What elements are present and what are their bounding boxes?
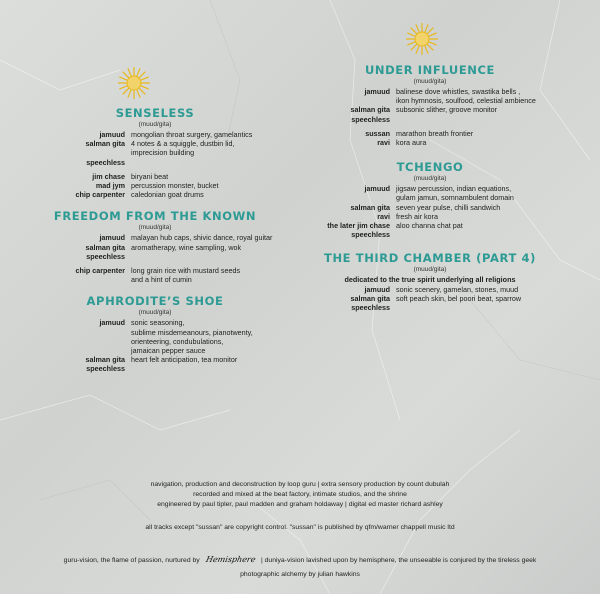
credit-row: [35, 275, 275, 284]
musician-name: [300, 193, 396, 202]
instrument-description: [131, 158, 275, 167]
instrument-description: orienteering, condubulations,: [131, 336, 224, 346]
musician-name: jamuud: [99, 318, 125, 328]
credit-row: [35, 318, 275, 327]
credit-row: [35, 190, 275, 199]
instrument-description: [396, 115, 560, 124]
musician-name: [300, 96, 396, 105]
musician-name: salman gita: [85, 139, 125, 149]
credit-row: [35, 233, 275, 242]
musician-name: the later jim chase: [327, 221, 390, 231]
musician-name: [35, 337, 131, 346]
credit-text: | duniya-vision lavished upon by hemisphere, the unseeable is conjured by the tireless geek: [261, 557, 537, 564]
musician-name: speechless: [351, 303, 390, 313]
credit-row: [35, 148, 275, 157]
musician-name: speechless: [351, 230, 390, 240]
instrument-description: [396, 303, 560, 312]
instrument-description: and a hint of cumin: [131, 275, 192, 285]
track-subtitle: (muud/gita): [138, 121, 172, 128]
track-subtitle: (muud/gita): [413, 266, 447, 274]
track-title: THE THIRD CHAMBER (PART 4): [324, 251, 536, 266]
credit-row: [300, 285, 560, 294]
musician-name: jamuud: [99, 130, 125, 139]
instrument-description: jamaican pepper sauce: [131, 346, 206, 356]
musician-name: chip carpenter: [75, 266, 125, 276]
track-title: SENSELESS: [115, 106, 195, 120]
credit-row: [300, 203, 560, 212]
musician-name: [35, 328, 131, 337]
instrument-description: imprecision building: [131, 148, 195, 158]
track-section: [35, 209, 275, 284]
musician-name: jamuud: [99, 233, 125, 243]
instrument-description: seven year pulse, chilli sandwich: [396, 202, 501, 212]
musician-name: ravi: [377, 138, 390, 148]
musician-name: speechless: [86, 364, 125, 374]
credit-row: [300, 212, 560, 221]
track-section: [300, 251, 560, 312]
musician-name: [35, 148, 131, 157]
instrument-description: biryani beat: [131, 171, 169, 181]
instrument-description: [396, 230, 560, 239]
track-subtitle: (muud/gita): [413, 78, 447, 85]
instrument-description: long grain rice with mustard seeds: [131, 266, 241, 276]
track-title: FREEDOM FROM THE KNOWN: [53, 209, 257, 224]
credit-row: [35, 252, 275, 261]
track-title: TCHENGO: [396, 160, 464, 175]
credit-row: [35, 130, 275, 139]
credit-row: [300, 96, 560, 105]
instrument-description: aromatherapy, wine sampling, wok: [131, 242, 242, 252]
instrument-description: subsonic slither, groove monitor: [396, 105, 498, 115]
credit-row: [300, 221, 560, 230]
instrument-description: balinese dove whistles, swastika bells ,: [396, 87, 521, 96]
credit-line: photographic alchemy by julian hawkins: [240, 571, 360, 578]
credit-line: [0, 555, 600, 564]
musician-name: ravi: [377, 211, 390, 221]
musician-name: speechless: [86, 251, 125, 261]
instrument-description: sonic scenery, gamelan, stones, muud: [396, 284, 519, 294]
instrument-description: [131, 252, 275, 261]
credit-row: [300, 193, 560, 202]
credit-row: [35, 337, 275, 346]
instrument-description: mongolian throat surgery, gamelantics: [131, 130, 253, 139]
instrument-description: ikon hymnosis, soulfood, celestial ambience: [396, 96, 536, 106]
musician-name: jamuud: [364, 87, 390, 96]
sun-icon: [117, 66, 151, 100]
credit-row: [35, 355, 275, 364]
musician-name: salman gita: [85, 355, 125, 365]
instrument-description: 4 notes & a squiggle, dustbin lid,: [131, 139, 235, 149]
instrument-description: fresh air kora: [396, 211, 438, 221]
musician-name: chip carpenter: [75, 190, 125, 200]
instrument-description: percussion monster, bucket: [131, 181, 219, 191]
credit-row: [300, 115, 560, 124]
instrument-description: caledonian goat drums: [131, 190, 204, 200]
left-track-column: [35, 106, 275, 374]
instrument-description: kora aura: [396, 138, 427, 148]
instrument-description: [131, 364, 275, 373]
right-track-column: [300, 63, 560, 312]
musician-name: salman gita: [350, 202, 390, 212]
track-subtitle: (muud/gita): [138, 224, 172, 232]
track-section: [35, 294, 275, 373]
credit-row: [35, 328, 275, 337]
credit-row: [300, 303, 560, 312]
track-dedication: dedicated to the true spirit underlying all religions: [344, 275, 516, 285]
musician-name: speechless: [86, 157, 125, 167]
musician-name: salman gita: [85, 242, 125, 252]
credit-row: [35, 243, 275, 252]
credit-row: [300, 87, 560, 96]
credit-row: [35, 139, 275, 148]
credit-row: [300, 138, 560, 147]
copyright-line: all tracks except "sussan" are copyright control. "sussan" is published by qfm/warner chappell music ltd: [145, 524, 455, 531]
credit-row: [35, 346, 275, 355]
track-subtitle: (muud/gita): [138, 309, 172, 317]
credit-row: [300, 294, 560, 303]
hemisphere-signature: Hemisphere: [204, 555, 257, 564]
musician-name: jamuud: [364, 284, 390, 294]
credit-row: [35, 181, 275, 190]
credit-line: navigation, production and deconstruction by loop guru | extra sensory production by count dubulah: [150, 481, 450, 488]
instrument-description: soft peach skin, bel poori beat, sparrow: [396, 293, 522, 303]
credit-text: guru-vision, the flame of passion, nurtured by: [63, 557, 200, 564]
musician-name: sussan: [365, 128, 390, 138]
musician-name: [35, 346, 131, 355]
credit-row: [35, 364, 275, 373]
credit-row: [300, 129, 560, 138]
track-title: APHRODITE’S SHOE: [86, 294, 224, 309]
credit-line: engineered by paul tipler, paul madden and graham holdaway | digital ed master richard ashley: [157, 501, 443, 508]
musician-name: salman gita: [350, 105, 390, 115]
credit-row: [35, 172, 275, 181]
track-subtitle: (muud/gita): [413, 175, 447, 183]
track-section: [35, 106, 275, 199]
musician-name: speechless: [351, 114, 390, 124]
musician-name: salman gita: [350, 293, 390, 303]
sun-icon: [405, 22, 439, 56]
credit-row: [35, 266, 275, 275]
musician-name: jim chase: [92, 171, 125, 181]
credit-row: [35, 158, 275, 167]
instrument-description: sonic seasoning,: [131, 318, 185, 328]
instrument-description: jigsaw percussion, indian equations,: [396, 184, 512, 194]
instrument-description: malayan hub caps, shivic dance, royal guitar: [131, 233, 273, 243]
credit-row: [300, 184, 560, 193]
musician-name: [35, 275, 131, 284]
track-section: [300, 63, 560, 147]
instrument-description: marathon breath frontier: [396, 128, 474, 138]
musician-name: mad jym: [95, 181, 125, 191]
instrument-description: heart felt anticipation, tea monitor: [131, 355, 238, 365]
track-title: UNDER INFLUENCE: [364, 63, 495, 77]
musician-name: jamuud: [364, 184, 390, 194]
credit-line: recorded and mixed at the beat factory, intimate studios, and the shrine: [193, 491, 407, 498]
track-section: [300, 160, 560, 239]
instrument-description: gulam jamun, somnambulent domain: [396, 193, 514, 203]
credit-row: [300, 105, 560, 114]
instrument-description: aloo channa chat pat: [396, 221, 463, 231]
instrument-description: sublime misdemeanours, pianotwenty,: [131, 327, 253, 337]
credit-row: [300, 230, 560, 239]
